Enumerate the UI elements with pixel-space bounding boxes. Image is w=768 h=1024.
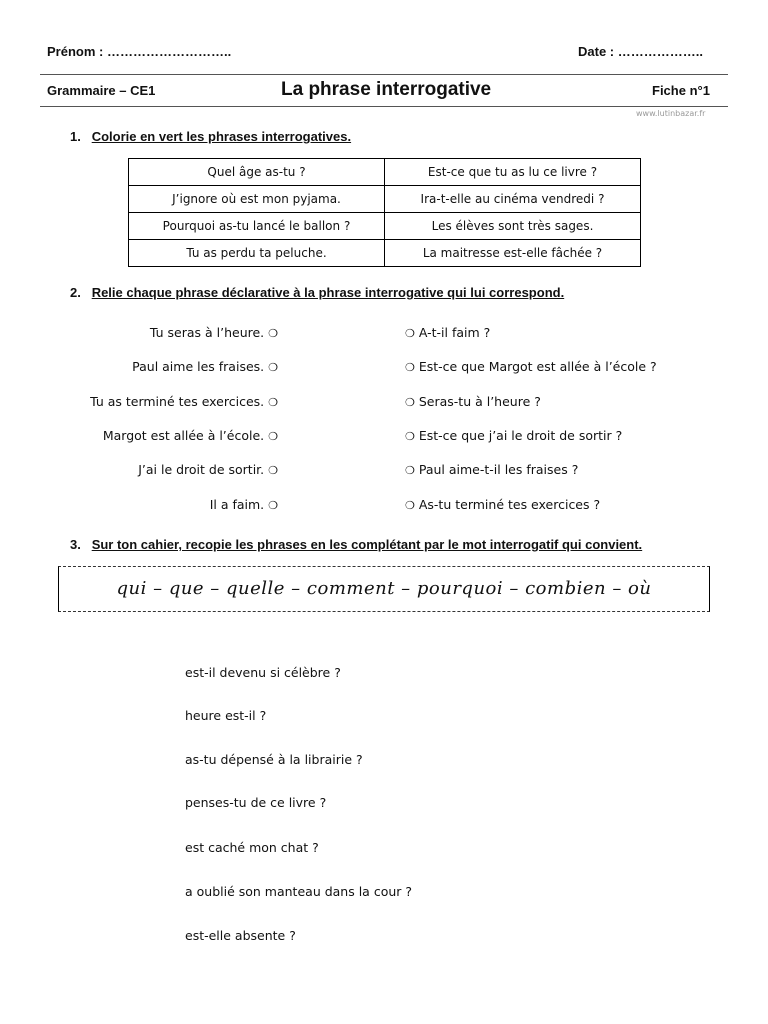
declarative-item <box>103 428 278 443</box>
table-cell: Quel âge as-tu ? <box>129 159 385 186</box>
fill-sentence: as-tu dépensé à la librairie ? <box>185 752 363 767</box>
exercise-2-heading <box>70 285 564 300</box>
declarative-text: Tu as terminé tes exercices. <box>90 394 265 409</box>
link-circle-icon[interactable]: ❍ <box>268 430 278 443</box>
link-circle-icon[interactable]: ❍ <box>405 396 415 409</box>
declarative-item <box>138 462 278 477</box>
table-cell: Tu as perdu ta peluche. <box>129 240 385 267</box>
interrogative-text: Paul aime-t-il les fraises ? <box>418 462 579 477</box>
interrogative-table <box>128 158 641 267</box>
declarative-text: Tu seras à l’heure. <box>149 325 265 340</box>
declarative-item <box>210 497 278 512</box>
interrogative-item <box>405 325 490 340</box>
link-circle-icon[interactable]: ❍ <box>405 327 415 340</box>
site-watermark: www.lutinbazar.fr <box>636 109 706 118</box>
subject-label: Grammaire – CE1 <box>47 83 156 98</box>
fill-sentence: heure est-il ? <box>185 708 267 723</box>
interrogative-item <box>405 359 657 374</box>
header-divider-top <box>40 74 728 75</box>
link-circle-icon[interactable]: ❍ <box>405 464 415 477</box>
interrogative-item <box>405 428 622 443</box>
page-title: La phrase interrogative <box>281 79 492 100</box>
interrogative-text: Est-ce que Margot est allée à l’école ? <box>418 359 657 374</box>
table-row <box>129 240 641 267</box>
table-cell: Ira-t-elle au cinéma vendredi ? <box>385 186 641 213</box>
declarative-text: Margot est allée à l’école. <box>102 428 265 443</box>
fiche-label: Fiche n°1 <box>652 83 710 98</box>
exercise-1-number: 1. <box>70 129 81 144</box>
link-circle-icon[interactable]: ❍ <box>268 499 278 512</box>
exercise-3-number: 3. <box>70 537 81 552</box>
table-cell: Est-ce que tu as lu ce livre ? <box>385 159 641 186</box>
interrogative-item <box>405 394 541 409</box>
exercise-1-instruction: Colorie en vert les phrases interrogatives. <box>91 129 352 144</box>
interrogative-text: As-tu terminé tes exercices ? <box>418 497 601 512</box>
fill-sentence: a oublié son manteau dans la cour ? <box>185 884 413 899</box>
exercise-3-instruction: Sur ton cahier, recopie les phrases en les complétant par le mot interrogatif qui convient. <box>91 537 643 552</box>
declarative-item <box>132 359 278 374</box>
link-circle-icon[interactable]: ❍ <box>268 361 278 374</box>
prenom-field: Prénom : ……………………….. <box>47 44 232 59</box>
declarative-text: J’ai le droit de sortir. <box>138 462 265 477</box>
interrogative-item <box>405 497 600 512</box>
declarative-text: Il a faim. <box>209 497 265 512</box>
table-cell: J’ignore où est mon pyjama. <box>129 186 385 213</box>
declarative-item <box>90 394 278 409</box>
exercise-3-heading <box>70 537 642 552</box>
declarative-text: Paul aime les fraises. <box>132 359 265 374</box>
link-circle-icon[interactable]: ❍ <box>268 327 278 340</box>
interrogative-text: Est-ce que j’ai le droit de sortir ? <box>418 428 623 443</box>
link-circle-icon[interactable]: ❍ <box>268 396 278 409</box>
header-divider-bottom <box>40 106 728 107</box>
exercise-2-instruction: Relie chaque phrase déclarative à la phrase interrogative qui lui correspond. <box>91 285 565 300</box>
fill-sentence: est caché mon chat ? <box>185 840 319 855</box>
interrogative-text: Seras-tu à l’heure ? <box>418 394 541 409</box>
interrogative-text: A-t-il faim ? <box>418 325 491 340</box>
table-cell: Pourquoi as-tu lancé le ballon ? <box>129 213 385 240</box>
date-field: Date : ……………….. <box>578 44 703 59</box>
word-bank: qui – que – quelle – comment – pourquoi – combien – où <box>58 566 710 612</box>
exercise-2-number: 2. <box>70 285 81 300</box>
declarative-item <box>150 325 278 340</box>
exercise-1-heading <box>70 129 351 144</box>
table-cell: Les élèves sont très sages. <box>385 213 641 240</box>
table-row <box>129 186 641 213</box>
table-row <box>129 159 641 186</box>
link-circle-icon[interactable]: ❍ <box>268 464 278 477</box>
table-row <box>129 213 641 240</box>
link-circle-icon[interactable]: ❍ <box>405 430 415 443</box>
table-cell: La maitresse est-elle fâchée ? <box>385 240 641 267</box>
interrogative-item <box>405 462 578 477</box>
fill-sentence: est-il devenu si célèbre ? <box>185 665 341 680</box>
fill-sentence: est-elle absente ? <box>185 928 296 943</box>
link-circle-icon[interactable]: ❍ <box>405 361 415 374</box>
link-circle-icon[interactable]: ❍ <box>405 499 415 512</box>
fill-sentence: penses-tu de ce livre ? <box>185 795 327 810</box>
